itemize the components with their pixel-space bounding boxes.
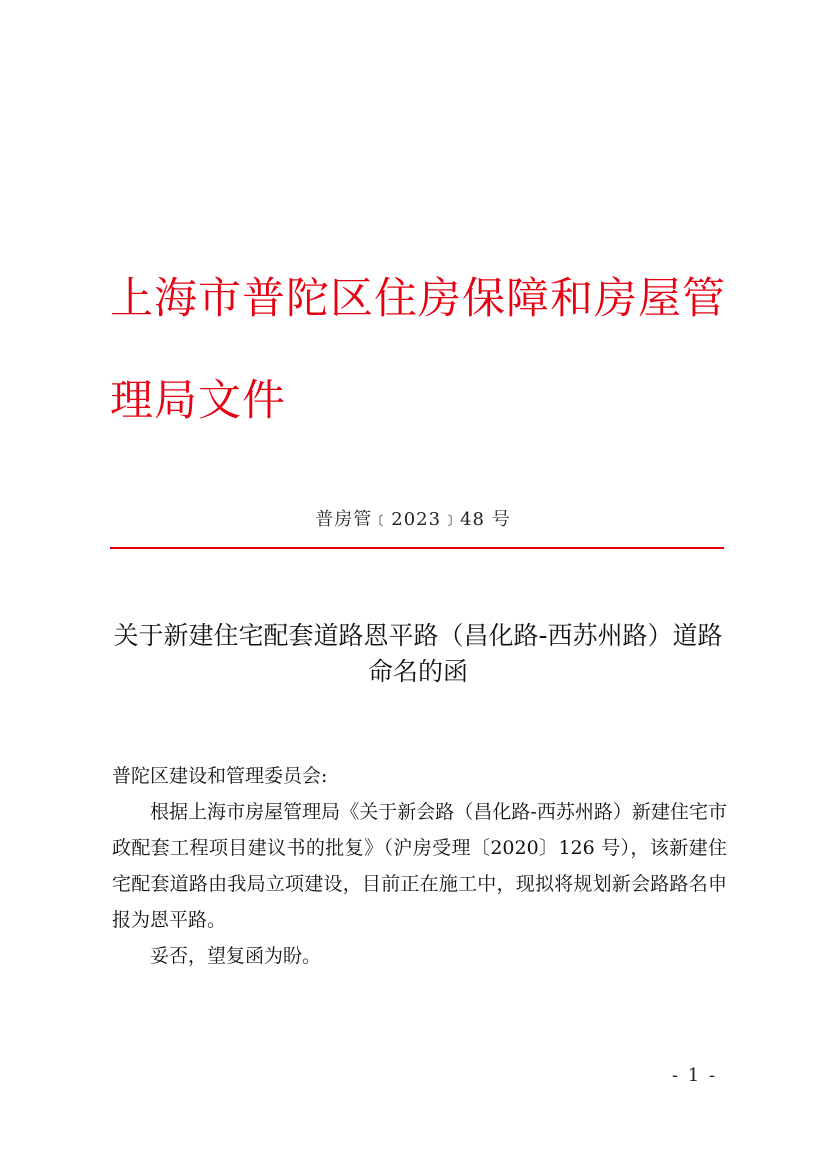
letter-title: 关于新建住宅配套道路恩平路（昌化路-西苏州路）道路命名的函 [113,621,723,686]
page-number: - 1 - [672,1065,718,1086]
red-divider-line [110,547,724,549]
addressee: 普陀区建设和管理委员会: [112,765,328,787]
document-number: 普房管﹝2023﹞48 号 [315,509,511,530]
body-paragraph: 根据上海市房屋管理局《关于新会路（昌化路-西苏州路）新建住宅市政配套工程项目建议书的批复》（沪房受理〔2020〕126 号），该新建住宅配套道路由我局立项建设，目前正在施工中，现拟将规划新会路路名申报为恩平路。 [112,801,727,931]
issuing-authority-header: 上海市普陀区住房保障和房屋管理局文件 [110,274,726,426]
closing-line: 妥否，望复函为盼。 [150,945,322,967]
